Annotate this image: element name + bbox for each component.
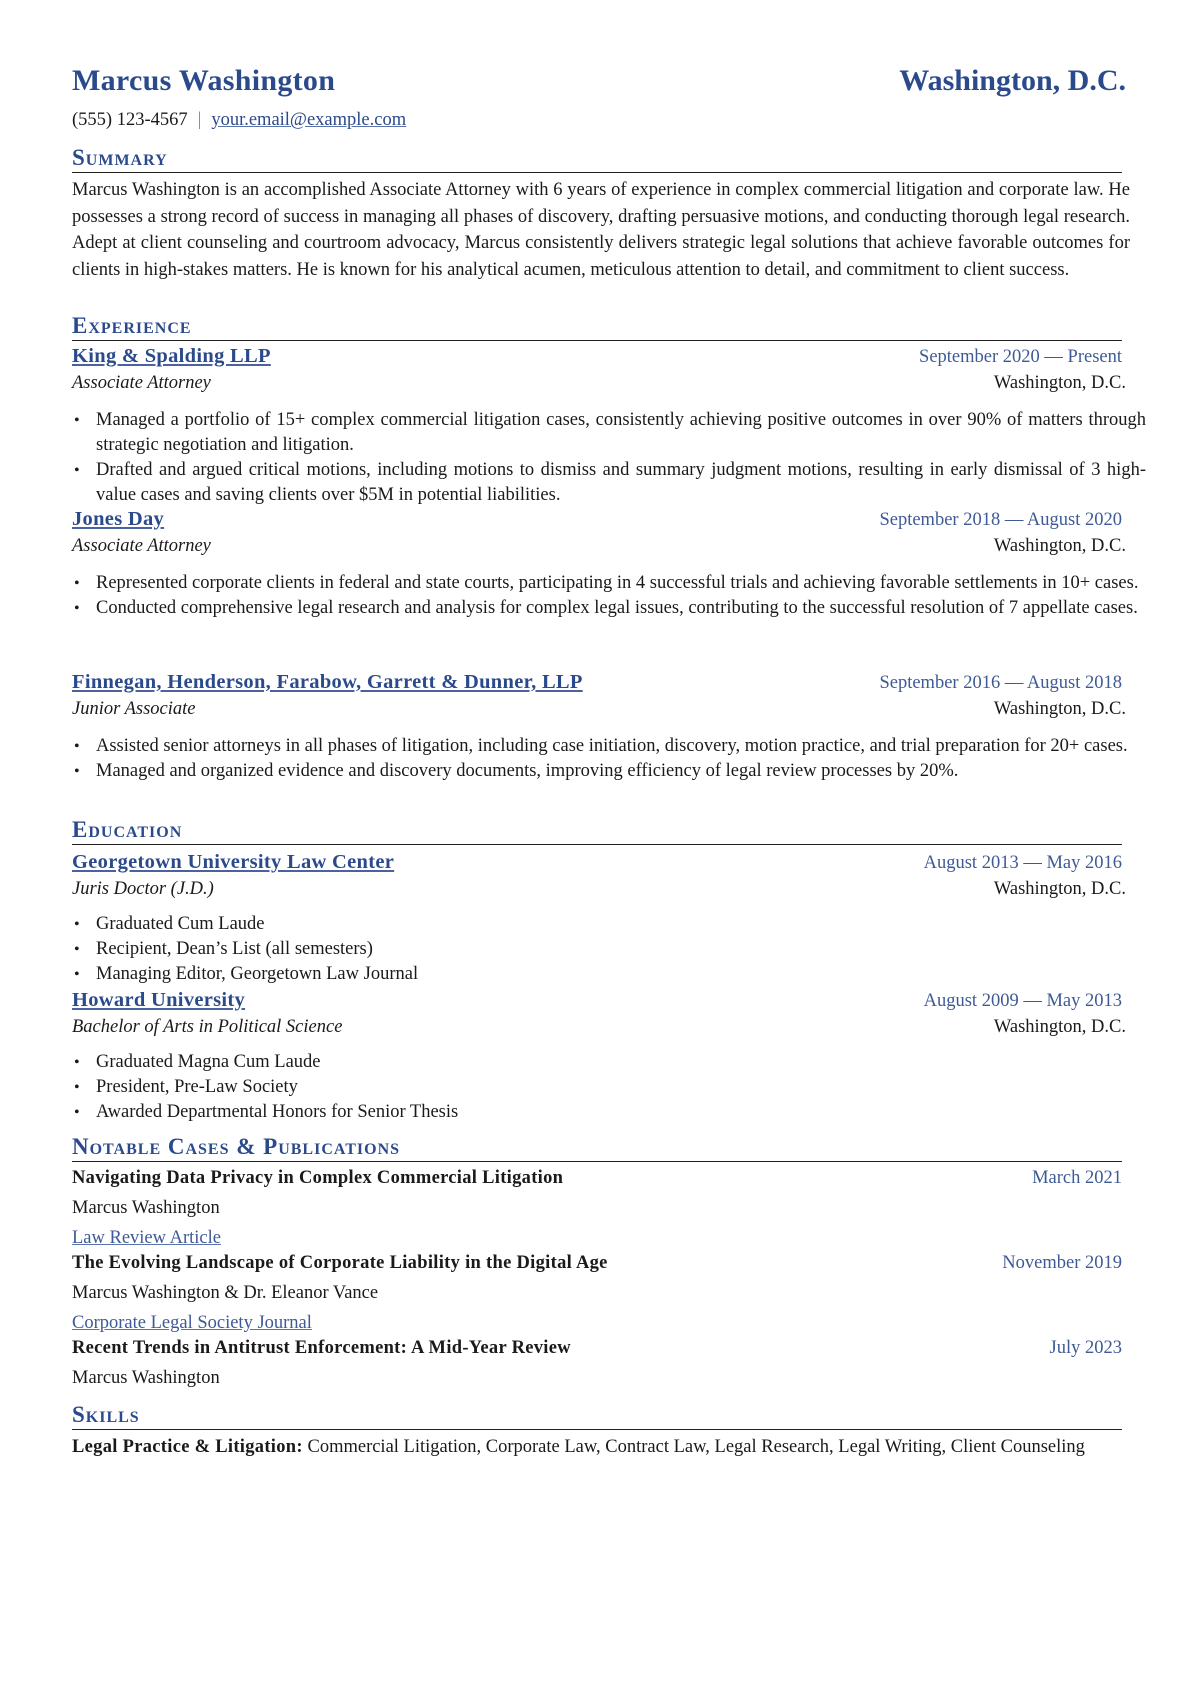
education-entry-header — [72, 851, 1122, 874]
section-title-experience: Experience — [72, 314, 1122, 341]
bullet-item: • President, Pre-Law Society — [96, 1075, 1146, 1100]
experience-entry-subheader — [72, 373, 1126, 394]
publication-entry-header — [72, 1253, 1122, 1274]
summary-text: Marcus Washington is an accomplished Associate Attorney with 6 years of experience in complex commercial litigation and corporate law. He possesses a strong record of success in managing all phases of discovery, drafting persuasive motions, and conducting thorough legal research. Adept at client counseling and courtroom advocacy, Marcus consistently delivers strategic legal solutions that achieve favorable outcomes for clients in high-stakes matters. He is known for his analytical acumen, meticulous attention to detail, and commitment to client success. — [72, 180, 1130, 280]
bullet-item: • Conducted comprehensive legal research and analysis for complex legal issues, contributing to the successful resolution of 7 appellate cases. — [96, 596, 1146, 621]
contact-separator: | — [197, 110, 202, 130]
bullet-item: • Graduated Magna Cum Laude — [96, 1050, 1146, 1075]
education-entry-header — [72, 989, 1122, 1012]
publication-date: March 2021 — [1032, 1168, 1122, 1188]
bullet-item: • Managing Editor, Georgetown Law Journal — [96, 962, 1146, 987]
publication-venue-link[interactable]: Corporate Legal Society Journal — [72, 1313, 312, 1333]
date-range: September 2020 — Present — [919, 347, 1122, 367]
date-range: August 2013 — May 2016 — [923, 853, 1122, 873]
skills-line — [72, 1434, 1122, 1461]
bullet-item: • Managed and organized evidence and discovery documents, improving efficiency of legal review processes by 20%. — [96, 759, 1146, 784]
experience-bullets — [72, 734, 1146, 784]
job-location: Washington, D.C. — [993, 536, 1126, 556]
publication-authors: Marcus Washington & Dr. Eleanor Vance — [72, 1283, 379, 1303]
education-entry-subheader — [72, 879, 1126, 900]
job-location: Washington, D.C. — [993, 699, 1126, 719]
header — [72, 64, 1130, 98]
bullet-item: • Drafted and argued critical motions, including motions to dismiss and summary judgment motions, resulting in early dismissal of 3 high-value cases and saving clients over $5M in potential liabilities. — [96, 458, 1146, 508]
degree: Bachelor of Arts in Political Science — [72, 1017, 343, 1037]
skills-category: Legal Practice & Litigation: — [72, 1437, 303, 1457]
skills-list: Commercial Litigation, Corporate Law, Contract Law, Legal Research, Legal Writing, Client Counseling — [307, 1437, 1085, 1457]
bullet-item: • Awarded Departmental Honors for Senior Thesis — [96, 1100, 1146, 1125]
publication-date: November 2019 — [1002, 1253, 1122, 1273]
experience-entry-subheader — [72, 536, 1126, 557]
bullet-item: • Assisted senior attorneys in all phases of litigation, including case initiation, discovery, motion practice, and trial preparation for 20+ cases. — [96, 734, 1146, 759]
education-entry-subheader — [72, 1017, 1126, 1038]
section-title-publications: Notable Cases & Publications — [72, 1135, 1122, 1162]
experience-bullets — [72, 408, 1146, 508]
publication-entry-header — [72, 1168, 1122, 1189]
email-link[interactable]: your.email@example.com — [211, 110, 407, 130]
candidate-name: Marcus Washington — [72, 64, 336, 97]
school-link[interactable]: Howard University — [72, 989, 246, 1011]
education-bullets — [72, 1050, 1146, 1125]
publication-title: The Evolving Landscape of Corporate Liability in the Digital Age — [72, 1253, 608, 1273]
company-link[interactable]: King & Spalding LLP — [72, 345, 271, 367]
school-link[interactable]: Georgetown University Law Center — [72, 851, 395, 873]
bullet-item: • Graduated Cum Laude — [96, 912, 1146, 937]
bullet-item: • Recipient, Dean’s List (all semesters) — [96, 937, 1146, 962]
company-link[interactable]: Jones Day — [72, 508, 165, 530]
date-range: August 2009 — May 2013 — [923, 991, 1122, 1011]
job-role: Associate Attorney — [72, 536, 211, 556]
publication-entry-header — [72, 1338, 1122, 1359]
education-bullets — [72, 912, 1146, 987]
experience-entry-subheader — [72, 699, 1126, 720]
publication-date: July 2023 — [1049, 1338, 1122, 1358]
job-role: Junior Associate — [72, 699, 196, 719]
degree: Juris Doctor (J.D.) — [72, 879, 214, 899]
phone: (555) 123-4567 — [72, 110, 188, 130]
job-role: Associate Attorney — [72, 373, 211, 393]
experience-entry-header — [72, 671, 1122, 694]
experience-entry-header — [72, 508, 1122, 531]
school-location: Washington, D.C. — [993, 879, 1126, 899]
contact-line — [72, 110, 406, 131]
experience-entry-header — [72, 345, 1122, 368]
bullet-item: • Represented corporate clients in federal and state courts, participating in 4 successful trials and achieving favorable settlements in 10+ cases. — [96, 571, 1146, 596]
publication-authors: Marcus Washington — [72, 1368, 220, 1388]
company-link[interactable]: Finnegan, Henderson, Farabow, Garrett & Dunner, LLP — [72, 671, 583, 693]
publication-title: Recent Trends in Antitrust Enforcement: A Mid-Year Review — [72, 1338, 571, 1358]
experience-bullets — [72, 571, 1146, 621]
job-location: Washington, D.C. — [993, 373, 1126, 393]
publication-title: Navigating Data Privacy in Complex Commercial Litigation — [72, 1168, 564, 1188]
publication-authors: Marcus Washington — [72, 1198, 220, 1218]
date-range: September 2018 — August 2020 — [879, 510, 1122, 530]
date-range: September 2016 — August 2018 — [879, 673, 1122, 693]
publication-venue-link[interactable]: Law Review Article — [72, 1228, 221, 1248]
section-title-summary: Summary — [72, 146, 1122, 173]
school-location: Washington, D.C. — [993, 1017, 1126, 1037]
header-location: Washington, D.C. — [899, 64, 1126, 97]
section-title-education: Education — [72, 818, 1122, 845]
section-title-skills: Skills — [72, 1403, 1122, 1430]
bullet-item: • Managed a portfolio of 15+ complex commercial litigation cases, consistently achieving positive outcomes in over 90% of matters through strategic negotiation and litigation. — [96, 408, 1146, 458]
